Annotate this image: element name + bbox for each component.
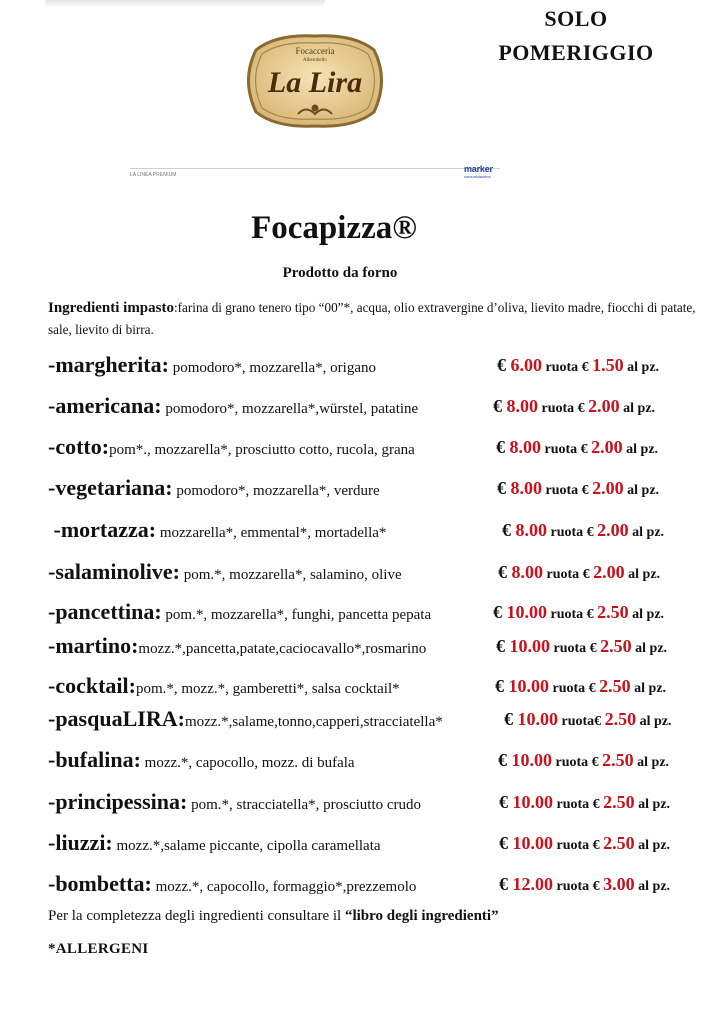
menu-item-name: -martino: <box>48 633 139 658</box>
menu-item-whole-price: 10.00 <box>512 833 553 853</box>
menu-item-description <box>48 473 380 506</box>
menu-item-ruota-label: ruota € <box>542 483 593 498</box>
menu-item-whole-price: 8.00 <box>511 562 543 582</box>
menu-item-ingredients: pomodoro*, mozzarella*,würstel, patatine <box>161 401 419 417</box>
menu-item-unit: al pz. <box>634 838 671 853</box>
menu-item-price <box>499 828 670 861</box>
marker-logo-text: marker <box>464 164 493 174</box>
menu-item-unit: al pz. <box>628 607 665 622</box>
menu-item-description <box>48 515 386 548</box>
menu-item-piece-price: 1.50 <box>592 355 624 375</box>
menu-item-price <box>499 787 670 820</box>
menu-item-piece-price: 2.00 <box>593 562 625 582</box>
euro-sign: € <box>493 602 507 622</box>
menu-item-piece-price: 2.00 <box>597 520 629 540</box>
menu-item-price <box>495 671 666 704</box>
dough-ingredients <box>48 297 708 340</box>
menu-item-price <box>502 515 664 548</box>
menu-item-whole-price: 10.00 <box>509 636 550 656</box>
menu-item-ruota-label: ruota € <box>549 681 600 696</box>
menu-item-unit: al pz. <box>628 525 665 540</box>
euro-sign: € <box>496 636 510 656</box>
euro-sign: € <box>498 750 512 770</box>
menu-item-unit: al pz. <box>619 401 656 416</box>
menu-item-ingredients: mozz.*, capocollo, formaggio*,prezzemolo <box>151 879 417 895</box>
menu-item <box>0 704 728 734</box>
marker-sub-text: comunicazione <box>464 174 491 179</box>
menu-item-ingredients: pom.*, mozzarella*, salamino, olive <box>180 567 402 583</box>
menu-item-ruota-label: ruota € <box>547 525 598 540</box>
logo-top-text: Focacceria <box>295 46 335 56</box>
availability-note <box>476 2 676 70</box>
menu-item-piece-price: 2.50 <box>604 709 637 729</box>
menu-item-whole-price: 10.00 <box>517 709 558 729</box>
menu-item-whole-price: 8.00 <box>510 478 542 498</box>
page-subtitle: Prodotto da forno <box>282 265 398 281</box>
menu-item-price <box>496 432 658 465</box>
menu-item-price <box>493 597 664 630</box>
menu-item-piece-price: 2.50 <box>599 676 631 696</box>
menu-item-piece-price: 2.50 <box>602 750 634 770</box>
menu-item <box>0 671 728 701</box>
menu-item <box>0 597 728 627</box>
menu-item-description <box>48 745 355 778</box>
euro-sign: € <box>496 437 510 457</box>
menu-item-description <box>48 869 416 902</box>
menu-item-whole-price: 8.00 <box>506 396 538 416</box>
menu-item-ruota-label: ruota € <box>541 442 592 457</box>
menu-item-ruota-label: ruota € <box>553 797 604 812</box>
page-title: Focapizza® <box>251 210 417 246</box>
menu-item-name: -vegetariana: <box>48 475 173 500</box>
menu-item-price <box>493 391 655 424</box>
footer-bold: “libro degli ingredienti” <box>344 908 499 924</box>
availability-line-2: POMERIGGIO <box>498 40 654 65</box>
menu-item-ruota-label: ruota € <box>547 607 598 622</box>
menu-item-unit: al pz. <box>636 714 672 729</box>
footer-note <box>48 908 499 925</box>
menu-item-price <box>496 631 667 664</box>
menu-item-piece-price: 2.00 <box>591 437 623 457</box>
menu-item <box>0 631 728 661</box>
menu-item-ruota-label: ruota € <box>538 401 589 416</box>
menu-item-ruota-label: ruota € <box>552 755 603 770</box>
menu-item-unit: al pz. <box>634 879 671 894</box>
logo-name: La Lira <box>267 66 363 99</box>
menu-item <box>0 869 728 899</box>
menu-item <box>0 391 728 421</box>
menu-item-unit: al pz. <box>623 360 660 375</box>
menu-item-whole-price: 6.00 <box>510 355 542 375</box>
menu-item-unit: al pz. <box>624 567 661 582</box>
menu-item-description <box>48 671 400 704</box>
menu-item <box>0 745 728 775</box>
logo-sub-text: Alberobello <box>303 58 327 63</box>
menu-item-whole-price: 10.00 <box>506 602 547 622</box>
menu-item-piece-price: 2.00 <box>588 396 620 416</box>
menu-item-name: -margherita: <box>48 352 169 377</box>
menu-item-piece-price: 2.00 <box>592 478 624 498</box>
menu-item-unit: al pz. <box>631 641 668 656</box>
menu-item-unit: al pz. <box>623 483 660 498</box>
menu-item-ingredients: pom.*, mozz.*, gamberetti*, salsa cocktail* <box>135 681 400 697</box>
menu-item-ingredients: pomodoro*, mozzarella*, verdure <box>172 483 380 499</box>
euro-sign: € <box>493 396 507 416</box>
menu-item-ingredients: mozz.*,salame,tonno,capperi,stracciatella* <box>184 714 443 730</box>
menu-item <box>0 828 728 858</box>
menu-item-piece-price: 2.50 <box>600 636 632 656</box>
logo-emblem <box>236 30 394 132</box>
euro-sign: € <box>499 874 513 894</box>
dough-ingredients-label: Ingredienti impasto <box>48 300 174 316</box>
dough-ingredients-text: :farina di grano tenero tipo “00”*, acqua, olio extravergine d’oliva, lievito madre, fiocchi di patate, sale, lievito di birra. <box>48 300 696 337</box>
menu-item-price <box>497 350 659 383</box>
menu-item-name: -pasquaLIRA: <box>48 706 185 731</box>
menu-item-whole-price: 10.00 <box>511 750 552 770</box>
menu-item-ruota-label: ruota € <box>553 838 604 853</box>
menu-item-price <box>498 745 669 778</box>
menu-item-whole-price: 10.00 <box>512 792 553 812</box>
menu-item-whole-price: 8.00 <box>509 437 541 457</box>
menu-item-ruota-label: ruota€ <box>558 714 605 729</box>
euro-sign: € <box>499 792 513 812</box>
menu-item-description <box>48 432 415 465</box>
menu-item-name: -bufalina: <box>48 747 141 772</box>
menu-item-ingredients: pomodoro*, mozzarella*, origano <box>168 360 376 376</box>
menu-item-name: -principessina: <box>48 789 188 814</box>
menu-item-ingredients: mozzarella*, emmental*, mortadella* <box>156 525 387 541</box>
menu-item-description <box>48 631 426 664</box>
menu-item-description <box>48 787 421 820</box>
menu-item-name: -cotto: <box>48 434 110 459</box>
menu-item-piece-price: 3.00 <box>603 874 635 894</box>
menu-item-price <box>499 869 670 902</box>
menu-item-price <box>504 704 672 737</box>
menu-item-piece-price: 2.50 <box>603 833 635 853</box>
menu-item <box>0 432 728 462</box>
menu-item-name: -pancettina: <box>48 599 162 624</box>
menu-item <box>0 557 728 587</box>
menu-item-ingredients: mozz.*, capocollo, mozz. di bufala <box>140 755 355 771</box>
menu-item-description <box>48 350 376 383</box>
la-lira-logo <box>236 30 394 132</box>
menu-item-ingredients: pom.*, mozzarella*, funghi, pancetta pepata <box>161 607 432 623</box>
menu-item-description <box>48 828 381 861</box>
menu-item-name: -salaminolive: <box>48 559 180 584</box>
menu-item-name: -cocktail: <box>48 673 136 698</box>
menu-item-description <box>48 704 443 737</box>
menu-item-description <box>48 557 402 590</box>
menu-item-ruota-label: ruota € <box>553 879 604 894</box>
menu-item-unit: al pz. <box>634 797 671 812</box>
menu-item-whole-price: 10.00 <box>508 676 549 696</box>
menu-item-name: -mortazza: <box>48 517 157 542</box>
menu-item-whole-price: 12.00 <box>512 874 553 894</box>
euro-sign: € <box>498 562 512 582</box>
euro-sign: € <box>495 676 509 696</box>
euro-sign: € <box>497 355 511 375</box>
menu-item-price <box>497 473 659 506</box>
menu-item-unit: al pz. <box>622 442 659 457</box>
menu-item-piece-price: 2.50 <box>597 602 629 622</box>
euro-sign: € <box>499 833 513 853</box>
menu-item-description <box>48 391 418 424</box>
menu-item-name: -liuzzi: <box>48 830 113 855</box>
menu-item-piece-price: 2.50 <box>603 792 635 812</box>
menu-item-name: -bombetta: <box>48 871 152 896</box>
menu-item-price <box>498 557 660 590</box>
menu-item-ruota-label: ruota € <box>550 641 601 656</box>
menu-item-ingredients: pom*., mozzarella*, prosciutto cotto, rucola, grana <box>109 442 415 458</box>
menu-item-unit: al pz. <box>630 681 667 696</box>
menu-item <box>0 473 728 503</box>
menu-item-unit: al pz. <box>633 755 670 770</box>
menu-item-description <box>48 597 431 630</box>
menu-item-ingredients: pom.*, stracciatella*, prosciutto crudo <box>187 797 422 813</box>
menu-item <box>0 515 728 545</box>
menu-item-ruota-label: ruota € <box>542 360 593 375</box>
menu-item-ingredients: mozz.*,salame piccante, cipolla caramellata <box>112 838 381 854</box>
menu-item-name: -americana: <box>48 393 162 418</box>
euro-sign: € <box>502 520 516 540</box>
header-divider <box>130 168 500 169</box>
menu-item-ruota-label: ruota € <box>543 567 594 582</box>
top-shadow <box>45 0 325 8</box>
allergens-note: *ALLERGENI <box>48 941 149 957</box>
footer-text: Per la completezza degli ingredienti consultare il <box>48 908 345 924</box>
euro-sign: € <box>504 709 518 729</box>
menu-item <box>0 350 728 380</box>
menu-item-ingredients: mozz.*,pancetta,patate,caciocavallo*,rosmarino <box>138 641 427 657</box>
menu-item-whole-price: 8.00 <box>515 520 547 540</box>
euro-sign: € <box>497 478 511 498</box>
strip-left-text: LA LINEA PREMIUM <box>130 172 177 178</box>
availability-line-1: SOLO <box>544 6 608 31</box>
menu-item <box>0 787 728 817</box>
